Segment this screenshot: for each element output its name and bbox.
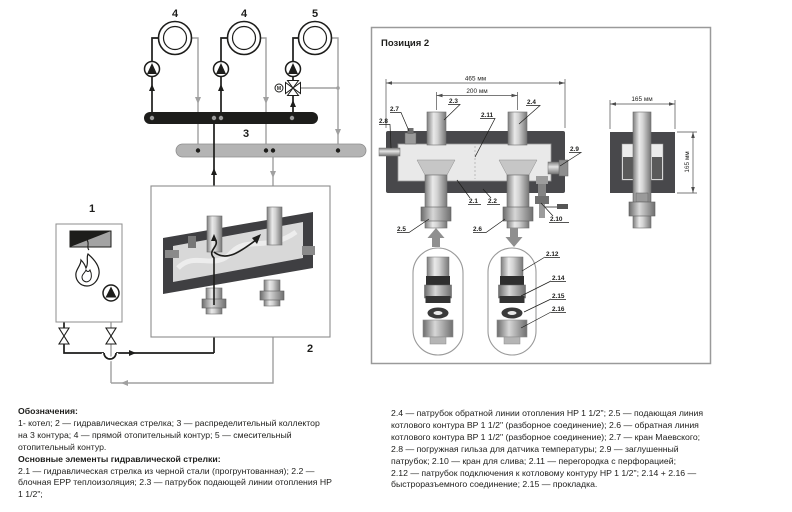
legend-line: 1 1/2";	[18, 489, 43, 500]
air-vent-3d	[188, 236, 196, 248]
valve-icon	[59, 328, 69, 336]
legend-line: 2.4 — патрубок обратной линии отопления HP 1 1/2"; 2.5 — подающая линия	[391, 408, 704, 418]
plug-3d	[302, 246, 315, 255]
fitting-stack-right	[497, 257, 527, 344]
legend-line: блочная EPP теплоизоляция; 2.3 — патрубок подающей линии отопления HP	[18, 477, 332, 488]
legend-line: на 3 контура; 4 — прямой отопительный контур; 5 — смесительный	[18, 429, 292, 440]
legend-line: Основные элементы гидравлической стрелки:	[18, 453, 221, 464]
position-2-panel	[372, 28, 711, 364]
dim-side-width-label: 165 мм	[631, 96, 653, 103]
legend-line: 2.12 — патрубок подключения к котловому контуру HP 1 1/2"; 2.14 + 2.16 —	[391, 467, 697, 478]
separator-top-right-pipe	[267, 207, 282, 245]
panel-title: Позиция 2	[381, 38, 430, 49]
plug-cap	[559, 160, 568, 176]
callout-2-5: 2.5	[397, 226, 406, 233]
top-pipe-supply	[427, 112, 446, 145]
legend-line: отопительный контур.	[18, 441, 107, 452]
legend-left-column	[18, 406, 386, 501]
dim-pipes-label: 200 мм	[466, 88, 488, 95]
callout-2-12: 2.12	[546, 251, 559, 258]
separator-label: 2	[306, 343, 314, 355]
callout-2-10: 2.10	[550, 216, 563, 223]
boiler-label: 1	[88, 203, 96, 215]
sensor-sleeve-3d	[165, 250, 179, 258]
manifold-label: 3	[242, 128, 250, 140]
legend-line: 2.1 — гидравлическая стрелка из черной стали (прогрунтованная); 2.2 —	[18, 465, 315, 476]
left-schematic	[56, 8, 366, 386]
boiler-pump-icon	[103, 285, 119, 301]
union-nut-right	[503, 207, 533, 221]
side-hatch-left	[623, 157, 633, 179]
callout-2-7: 2.7	[390, 106, 399, 113]
legend-line: патрубок; 2.10 — кран для слива; 2.11 — перегородка с перфорацией;	[391, 455, 676, 466]
pump-icon	[286, 62, 301, 77]
callout-2-15: 2.15	[552, 293, 565, 300]
mixer-motor-label: M	[276, 86, 282, 92]
legend-right-column	[391, 408, 743, 491]
circuit-circles	[159, 22, 332, 55]
legend-line: быстроразъемного соединение; 2.15 — прокладка.	[391, 479, 598, 490]
legend-line: 2.8 — погружная гильза для датчика температуры; 2.9 — заглушенный	[391, 443, 679, 454]
union-nut-left	[421, 207, 451, 221]
circuit-2-label: 4	[240, 8, 248, 20]
circulation-pumps	[145, 62, 301, 77]
circuit-3-label: 5	[311, 8, 319, 20]
callout-2-1: 2.1	[469, 198, 478, 205]
top-pipe-return	[508, 112, 527, 145]
dim-side-height-label: 165 мм	[684, 151, 691, 173]
callout-2-6: 2.6	[473, 226, 482, 233]
callout-2-14: 2.14	[552, 275, 565, 282]
pump-icon	[145, 62, 160, 77]
fitting-stack-left	[423, 257, 453, 344]
dim-overall-label: 465 мм	[464, 75, 487, 83]
callout-2-16: 2.16	[552, 306, 565, 313]
air-vent	[405, 133, 416, 144]
legend-line: 1- котел; 2 — гидравлическая стрелка; 3 — распределительный коллектор	[18, 417, 320, 428]
callout-2-8: 2.8	[379, 118, 388, 125]
pump-icon	[214, 62, 229, 77]
legend-line: котлового контура BP 1 1/2" (разборное соединение); 2.7 — кран Маевского;	[391, 431, 701, 442]
callout-2-9: 2.9	[570, 146, 579, 153]
side-hatch-right	[652, 157, 662, 179]
legend-line: Обозначения:	[18, 406, 78, 416]
callout-2-4: 2.4	[527, 99, 536, 106]
plugged-stub	[548, 162, 560, 174]
separator-picture	[151, 186, 330, 355]
circuit-1-label: 4	[171, 8, 179, 20]
callout-2-11: 2.11	[481, 112, 494, 119]
legend-line: котлового контура BP 1 1/2" (разборное соединение); 2.6 — обратная линия	[391, 419, 699, 430]
valve-icons	[59, 328, 116, 344]
sensor-sleeve	[379, 148, 400, 156]
heat-exchanger-icon	[70, 231, 111, 247]
callout-2-2: 2.2	[488, 198, 497, 205]
valve-icon	[106, 328, 116, 336]
boiler	[56, 203, 122, 322]
callout-2-3: 2.3	[449, 98, 458, 105]
side-union-nut	[629, 202, 655, 216]
